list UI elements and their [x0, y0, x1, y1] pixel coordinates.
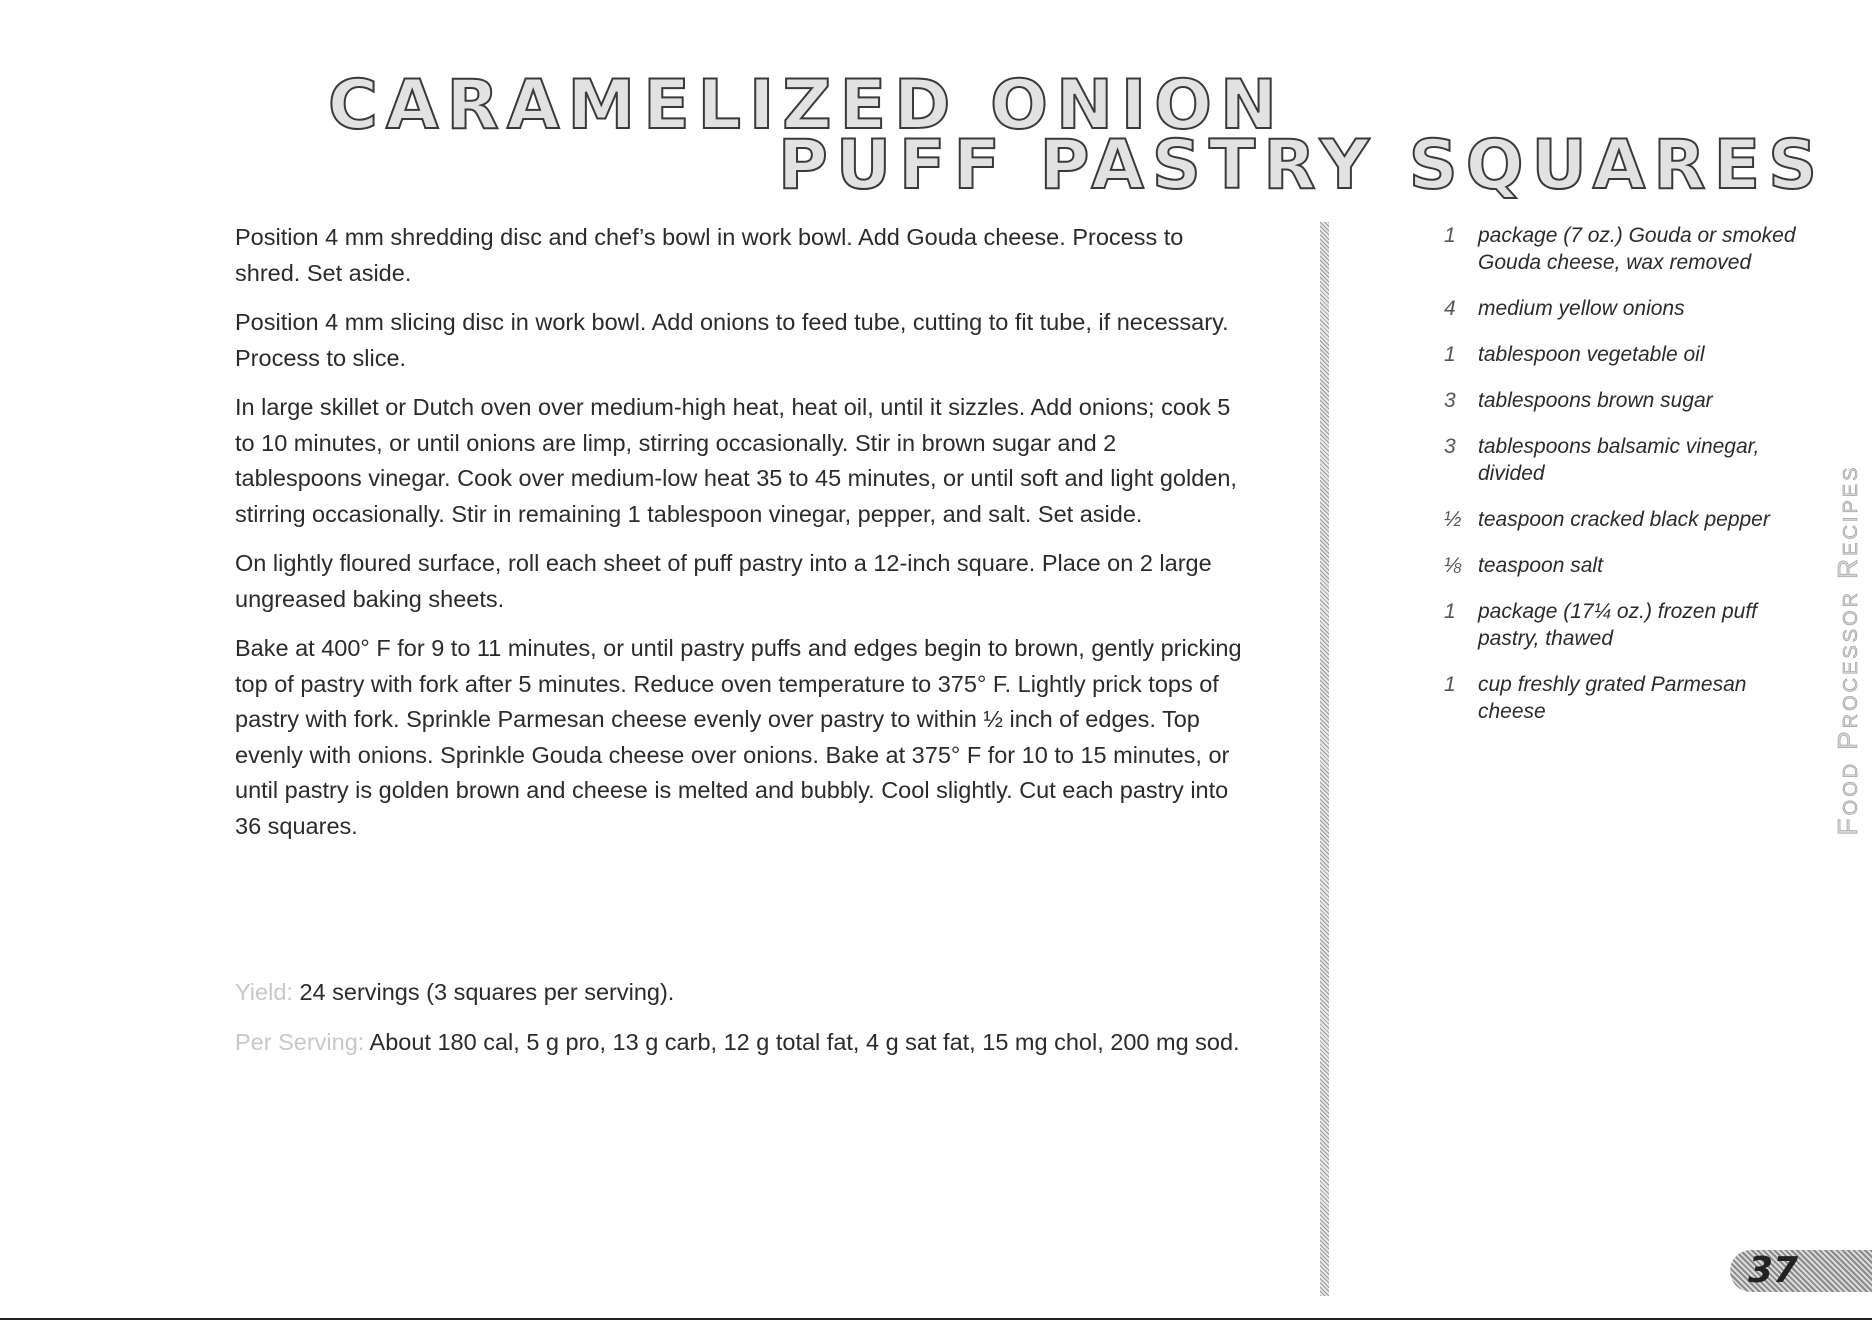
ingredient-desc: tablespoon vegetable oil: [1478, 343, 1705, 366]
ingredient-qty: ⅛: [1444, 554, 1462, 577]
ingredient-qty: 3: [1444, 389, 1456, 412]
method-instructions: [235, 220, 1245, 858]
nutrition-info: [235, 975, 1245, 1074]
ingredient-qty: 4: [1444, 297, 1456, 320]
method-step: Position 4 mm slicing disc in work bowl. Add onions to feed tube, cutting to fit tube, if necessary. Process to slice.: [235, 309, 1229, 371]
ingredient-qty: ½: [1444, 508, 1462, 531]
ingredient-item: [1430, 387, 1810, 414]
per-serving-value: About 180 cal, 5 g pro, 13 g carb, 12 g total fat, 4 g sat fat, 15 mg chol, 200 mg sod.: [364, 1028, 1240, 1055]
column-divider: [1320, 222, 1329, 1296]
ingredient-desc: medium yellow onions: [1478, 297, 1685, 320]
method-step: Bake at 400° F for 9 to 11 minutes, or until pastry puffs and edges begin to brown, gently pricking top of pastry with fork after 5 minutes. Reduce oven temperature to 375° F. Lightly prick tops of pastry with fork. Sprinkle Parmesan cheese evenly over pastry to within ½ inch of edges. Top evenly with onions. Sprinkle Gouda cheese over onions. Bake at 375° F for 10 to 15 minutes, or until pastry is golden brown and cheese is melted and bubbly. Cool slightly. Cut each pastry into 36 squares.: [235, 635, 1242, 839]
ingredient-list: [1430, 222, 1810, 744]
recipe-title-line-2: PUFF PASTRY SQUARES: [778, 126, 1826, 205]
ingredient-item: [1430, 671, 1810, 725]
ingredient-item: [1430, 295, 1810, 322]
ingredient-desc: cup freshly grated Parmesan cheese: [1478, 673, 1747, 723]
ingredient-item: [1430, 598, 1810, 652]
section-side-label: Food Processor Recipes: [1832, 464, 1863, 836]
ingredient-qty: 1: [1444, 224, 1456, 247]
page-number: 37: [1748, 1250, 1799, 1291]
ingredient-qty: 1: [1444, 343, 1456, 366]
ingredient-desc: package (7 oz.) Gouda or smoked Gouda cheese, wax removed: [1478, 224, 1796, 274]
yield-label: Yield:: [235, 979, 293, 1005]
ingredient-item: [1430, 222, 1810, 276]
ingredient-desc: teaspoon salt: [1478, 554, 1603, 577]
yield-value: 24 servings (3 squares per serving).: [292, 979, 675, 1005]
method-step: On lightly floured surface, roll each sheet of puff pastry into a 12-inch square. Place on 2 large ungreased baking sheets.: [235, 550, 1212, 612]
ingredient-item: [1430, 552, 1810, 579]
recipe-title-line-1: CARAMELIZED ONION: [328, 66, 1285, 145]
ingredient-item: [1430, 341, 1810, 368]
bottom-rule: [0, 1318, 1872, 1320]
ingredient-item: [1430, 433, 1810, 487]
ingredient-desc: tablespoons brown sugar: [1478, 389, 1713, 412]
ingredient-item: [1430, 506, 1810, 533]
method-step: Position 4 mm shredding disc and chef’s bowl in work bowl. Add Gouda cheese. Process to shred. Set aside.: [235, 224, 1184, 286]
yield-line: [235, 975, 1245, 1011]
ingredient-qty: 3: [1444, 435, 1456, 458]
ingredient-desc: package (17¼ oz.) frozen puff pastry, thawed: [1478, 600, 1757, 650]
ingredient-qty: 1: [1444, 600, 1456, 623]
ingredient-desc: teaspoon cracked black pepper: [1478, 508, 1770, 531]
ingredient-qty: 1: [1444, 673, 1456, 696]
per-serving-line: [235, 1025, 1245, 1061]
per-serving-label: Per Serving:: [235, 1028, 365, 1055]
page-number-tab: [1730, 1250, 1872, 1292]
method-step: In large skillet or Dutch oven over medium-high heat, heat oil, until it sizzles. Add onions; cook 5 to 10 minutes, or until onions are limp, stirring occasionally. Stir in brown sugar and 2 tablespoons vinegar. Cook over medium-low heat 35 to 45 minutes, or until soft and light golden, stirring occasionally. Stir in remaining 1 tablespoon vinegar, pepper, and salt. Set aside.: [235, 394, 1237, 527]
ingredient-desc: tablespoons balsamic vinegar, divided: [1478, 435, 1760, 485]
